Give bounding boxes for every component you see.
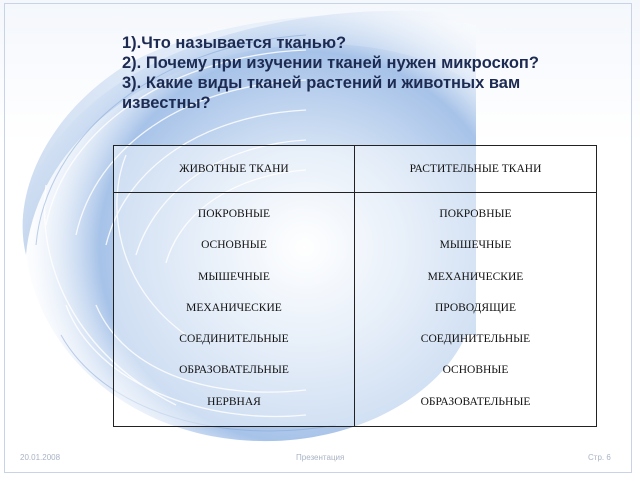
- list-item: ПОКРОВНЫЕ: [197, 208, 271, 220]
- animal-tissues-cell: [114, 193, 355, 427]
- list-item: МЕХАНИЧЕСКИЕ: [186, 301, 282, 314]
- table-header-row: [114, 146, 597, 193]
- tissues-table: [113, 145, 597, 427]
- animal-tissues-header: ЖИВОТНЫЕ ТКАНИ: [114, 146, 355, 193]
- questions-block: [122, 33, 622, 113]
- list-item: МЫШЕЧНЫЕ: [198, 270, 270, 283]
- list-item: ОБРАЗОВАТЕЛЬНЫЕ: [179, 364, 289, 377]
- list-item: СОЕДИНИТЕЛЬНЫЕ: [420, 333, 531, 346]
- question-3-line-1: 3). Какие виды тканей растений и животных вам: [122, 74, 521, 92]
- table-body-row: [114, 193, 597, 427]
- list-item: МЫШЕЧНЫЕ: [439, 239, 512, 252]
- plant-tissues-cell: [355, 193, 597, 427]
- plant-tissues-header: РАСТИТЕЛЬНЫЕ ТКАНИ: [355, 146, 597, 193]
- footer-date: 20.01.2008: [20, 453, 61, 462]
- list-item: ПРОВОДЯЩИЕ: [435, 301, 516, 314]
- footer-page-number: Стр. 6: [588, 453, 611, 462]
- list-item: МЕХАНИЧЕСКИЕ: [427, 270, 524, 283]
- list-item: ОБРАЗОВАТЕЛЬНЫЕ: [420, 395, 531, 408]
- list-item: ПОКРОВНЫЕ: [439, 208, 512, 220]
- footer-title: Презентация: [296, 453, 345, 462]
- list-item: ОСНОВНЫЕ: [201, 239, 267, 252]
- list-item: СОЕДИНИТЕЛЬНЫЕ: [179, 333, 289, 346]
- list-item: ОСНОВНЫЕ: [442, 364, 509, 377]
- question-3-line-2: известны?: [122, 94, 211, 112]
- plant-tissues-list: [355, 193, 596, 425]
- animal-tissues-list: [114, 193, 354, 425]
- list-item: НЕРВНАЯ: [207, 395, 261, 408]
- question-2: 2). Почему при изучении тканей нужен микроскоп?: [122, 54, 539, 72]
- question-1: 1).Что называется тканью?: [122, 34, 347, 52]
